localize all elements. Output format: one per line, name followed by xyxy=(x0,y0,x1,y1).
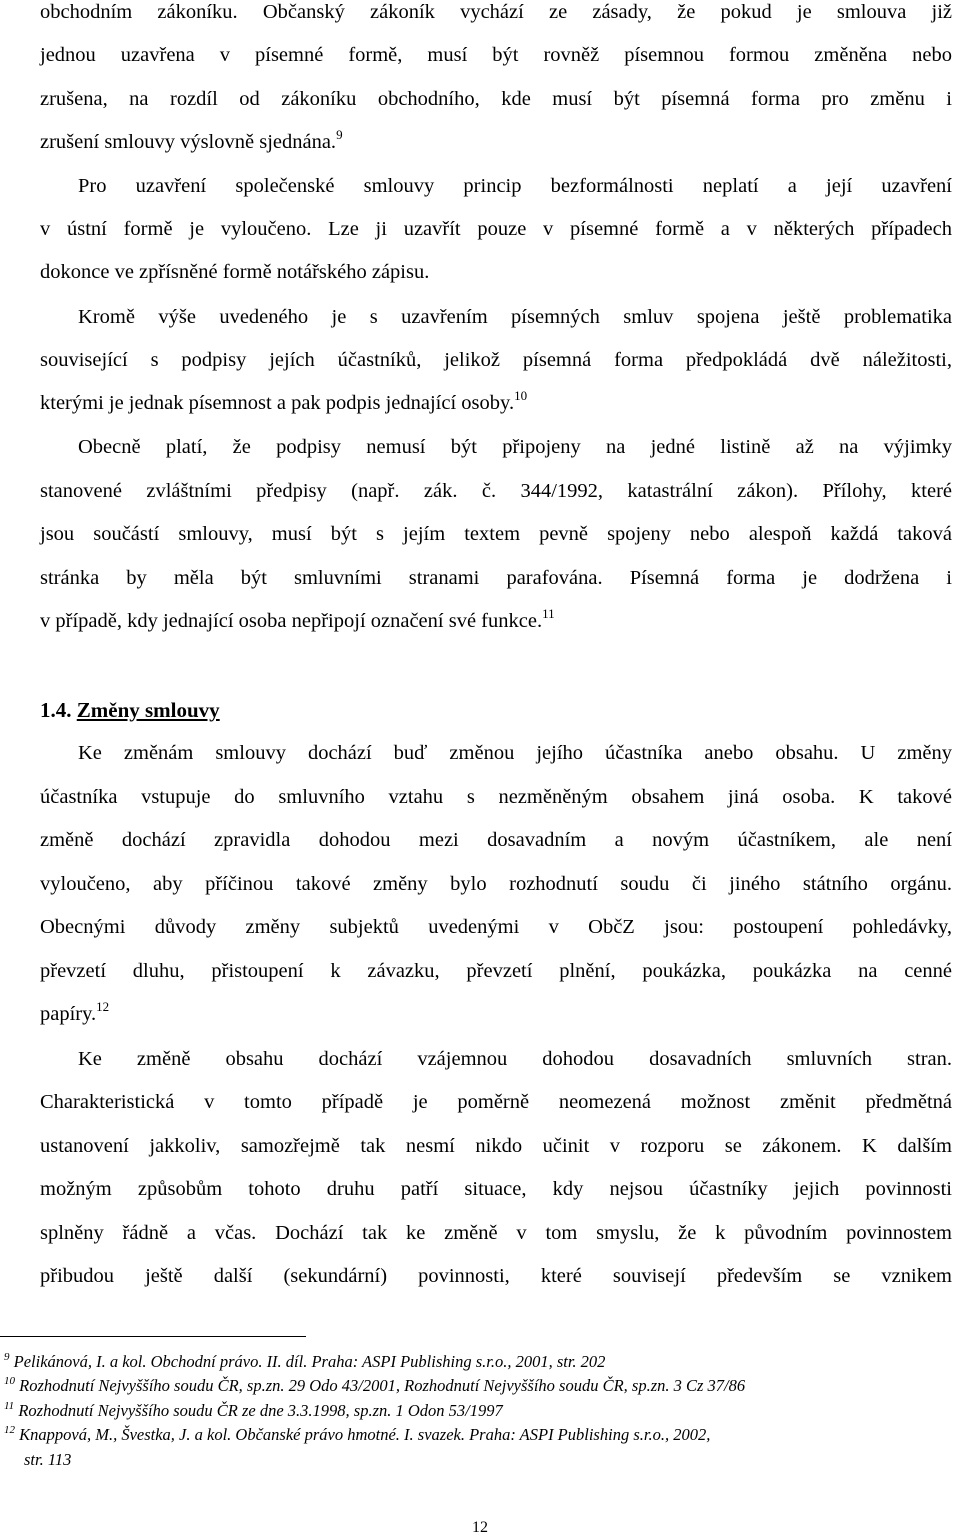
text-line: Obecně platí, že podpisy nemusí být připojeny na jedné listině až na výjimky xyxy=(78,436,952,458)
text-line: Obecnými důvody změny subjektů uvedenými v ObčZ jsou: postoupení pohledávky, xyxy=(40,916,952,938)
text-line: Kromě výše uvedeného je s uzavřením písemných smluv spojena ještě problematika xyxy=(78,306,952,328)
footnote-text: Pelikánová, I. a kol. Obchodní právo. II. díl. Praha: ASPI Publishing s.r.o., 2001, str. 202 xyxy=(13,1352,606,1371)
footnote-ref: 10 xyxy=(514,388,528,403)
text-line: v ústní formě je vyloučeno. Lze ji uzavřít pouze v písemné formě a v některých případech xyxy=(40,218,952,240)
text-line: obchodním zákoníku. Občanský zákoník vychází ze zásady, že pokud je smlouva již xyxy=(40,1,952,23)
text-line: účastníka vstupuje do smluvního vztahu s nezměněným obsahem jiná osoba. K takové xyxy=(40,786,952,808)
text-line: v případě, kdy jednající osoba nepřipojí označení své funkce. xyxy=(40,610,543,632)
footnote-text: Knappová, M., Švestka, J. a kol. Občanské právo hmotné. I. svazek. Praha: ASPI Publishing s.r.o., 2002, xyxy=(19,1425,711,1444)
text-line: možným způsobům tohoto druhu patří situace, kdy nejsou účastníky jejich povinnosti xyxy=(40,1178,952,1200)
text-line-with-footnote xyxy=(40,1001,952,1027)
text-line-with-footnote xyxy=(40,608,952,634)
text-line: jsou součástí smlouvy, musí být s jejím textem pevně spojeny nebo alespoň každá taková xyxy=(40,523,952,545)
footnote-separator xyxy=(0,1336,306,1337)
text-line: dokonce ve zpřísněné formě notářského zápisu. xyxy=(40,261,430,283)
footnote xyxy=(4,1352,605,1372)
text-line-with-footnote xyxy=(40,129,952,155)
footnote xyxy=(4,1425,710,1445)
text-line: vyloučeno, aby příčinou takové změny bylo rozhodnutí soudu či jiného státního orgánu. xyxy=(40,873,952,895)
text-line: změně dochází zpravidla dohodou mezi dosavadním a novým účastníkem, ale není xyxy=(40,829,952,851)
footnote-number: 11 xyxy=(4,1400,15,1412)
page-number: 12 xyxy=(472,1519,488,1536)
text-line: Ke změně obsahu dochází vzájemnou dohodou dosavadních smluvních stran. xyxy=(78,1048,952,1070)
text-line: papíry. xyxy=(40,1003,97,1025)
footnote-number: 10 xyxy=(4,1375,15,1387)
text-line: přibudou ještě další (sekundární) povinnosti, které souvisejí především se vznikem xyxy=(40,1265,952,1287)
footnote-text: Rozhodnutí Nejvyššího soudu ČR ze dne 3.3.1998, sp.zn. 1 Odon 53/1997 xyxy=(18,1401,503,1420)
text-line: stanovené zvláštními předpisy (např. zák. č. 344/1992, katastrální zákon). Přílohy, které xyxy=(40,480,952,502)
text-line: související s podpisy jejích účastníků, jelikož písemná forma předpokládá dvě náležitosti, xyxy=(40,349,952,371)
footnote xyxy=(4,1401,503,1421)
text-line: zrušena, na rozdíl od zákoníku obchodního, kde musí být písemná forma pro změnu i xyxy=(40,88,952,110)
footnote-text: Rozhodnutí Nejvyššího soudu ČR, sp.zn. 29 Odo 43/2001, Rozhodnutí Nejvyššího soudu ČR, sp.zn. 3 Cz 37/86 xyxy=(19,1376,746,1395)
section-heading xyxy=(40,697,220,723)
footnote-number: 9 xyxy=(4,1351,10,1363)
footnote-ref: 12 xyxy=(96,999,110,1014)
text-line: jednou uzavřena v písemné formě, musí být rovněž písemnou formou změněna nebo xyxy=(40,44,952,66)
text-line: splněny řádně a včas. Dochází tak ke změně v tom smyslu, že k původním povinnostem xyxy=(40,1222,952,1244)
section-title: Změny smlouvy xyxy=(76,698,220,722)
text-line: Pro uzavření společenské smlouvy princip bezformálnosti neplatí a její uzavření xyxy=(78,175,952,197)
text-line: ustanovení jakkoliv, samozřejmě tak nesmí nikdo učinit v rozporu se zákonem. K dalším xyxy=(40,1135,952,1157)
footnote-number: 12 xyxy=(4,1424,15,1436)
footnote-ref: 11 xyxy=(542,606,555,621)
text-line: Charakteristická v tomto případě je poměrně neomezená možnost změnit předmětná xyxy=(40,1091,952,1113)
footnote-continuation: str. 113 xyxy=(24,1450,72,1469)
section-number: 1.4. xyxy=(40,698,72,722)
text-line: stránka by měla být smluvními stranami parafována. Písemná forma je dodržena i xyxy=(40,567,952,589)
text-line-with-footnote xyxy=(40,390,952,416)
text-line: kterými je jednak písemnost a pak podpis jednající osoby. xyxy=(40,392,515,414)
text-line: převzetí dluhu, přistoupení k závazku, převzetí plnění, poukázka, poukázka na cenné xyxy=(40,960,952,982)
footnote xyxy=(4,1376,745,1396)
footnote-ref: 9 xyxy=(336,127,343,142)
text-line: zrušení smlouvy výslovně sjednána. xyxy=(40,131,337,153)
text-line: Ke změnám smlouvy dochází buď změnou jejího účastníka anebo obsahu. U změny xyxy=(78,742,952,764)
